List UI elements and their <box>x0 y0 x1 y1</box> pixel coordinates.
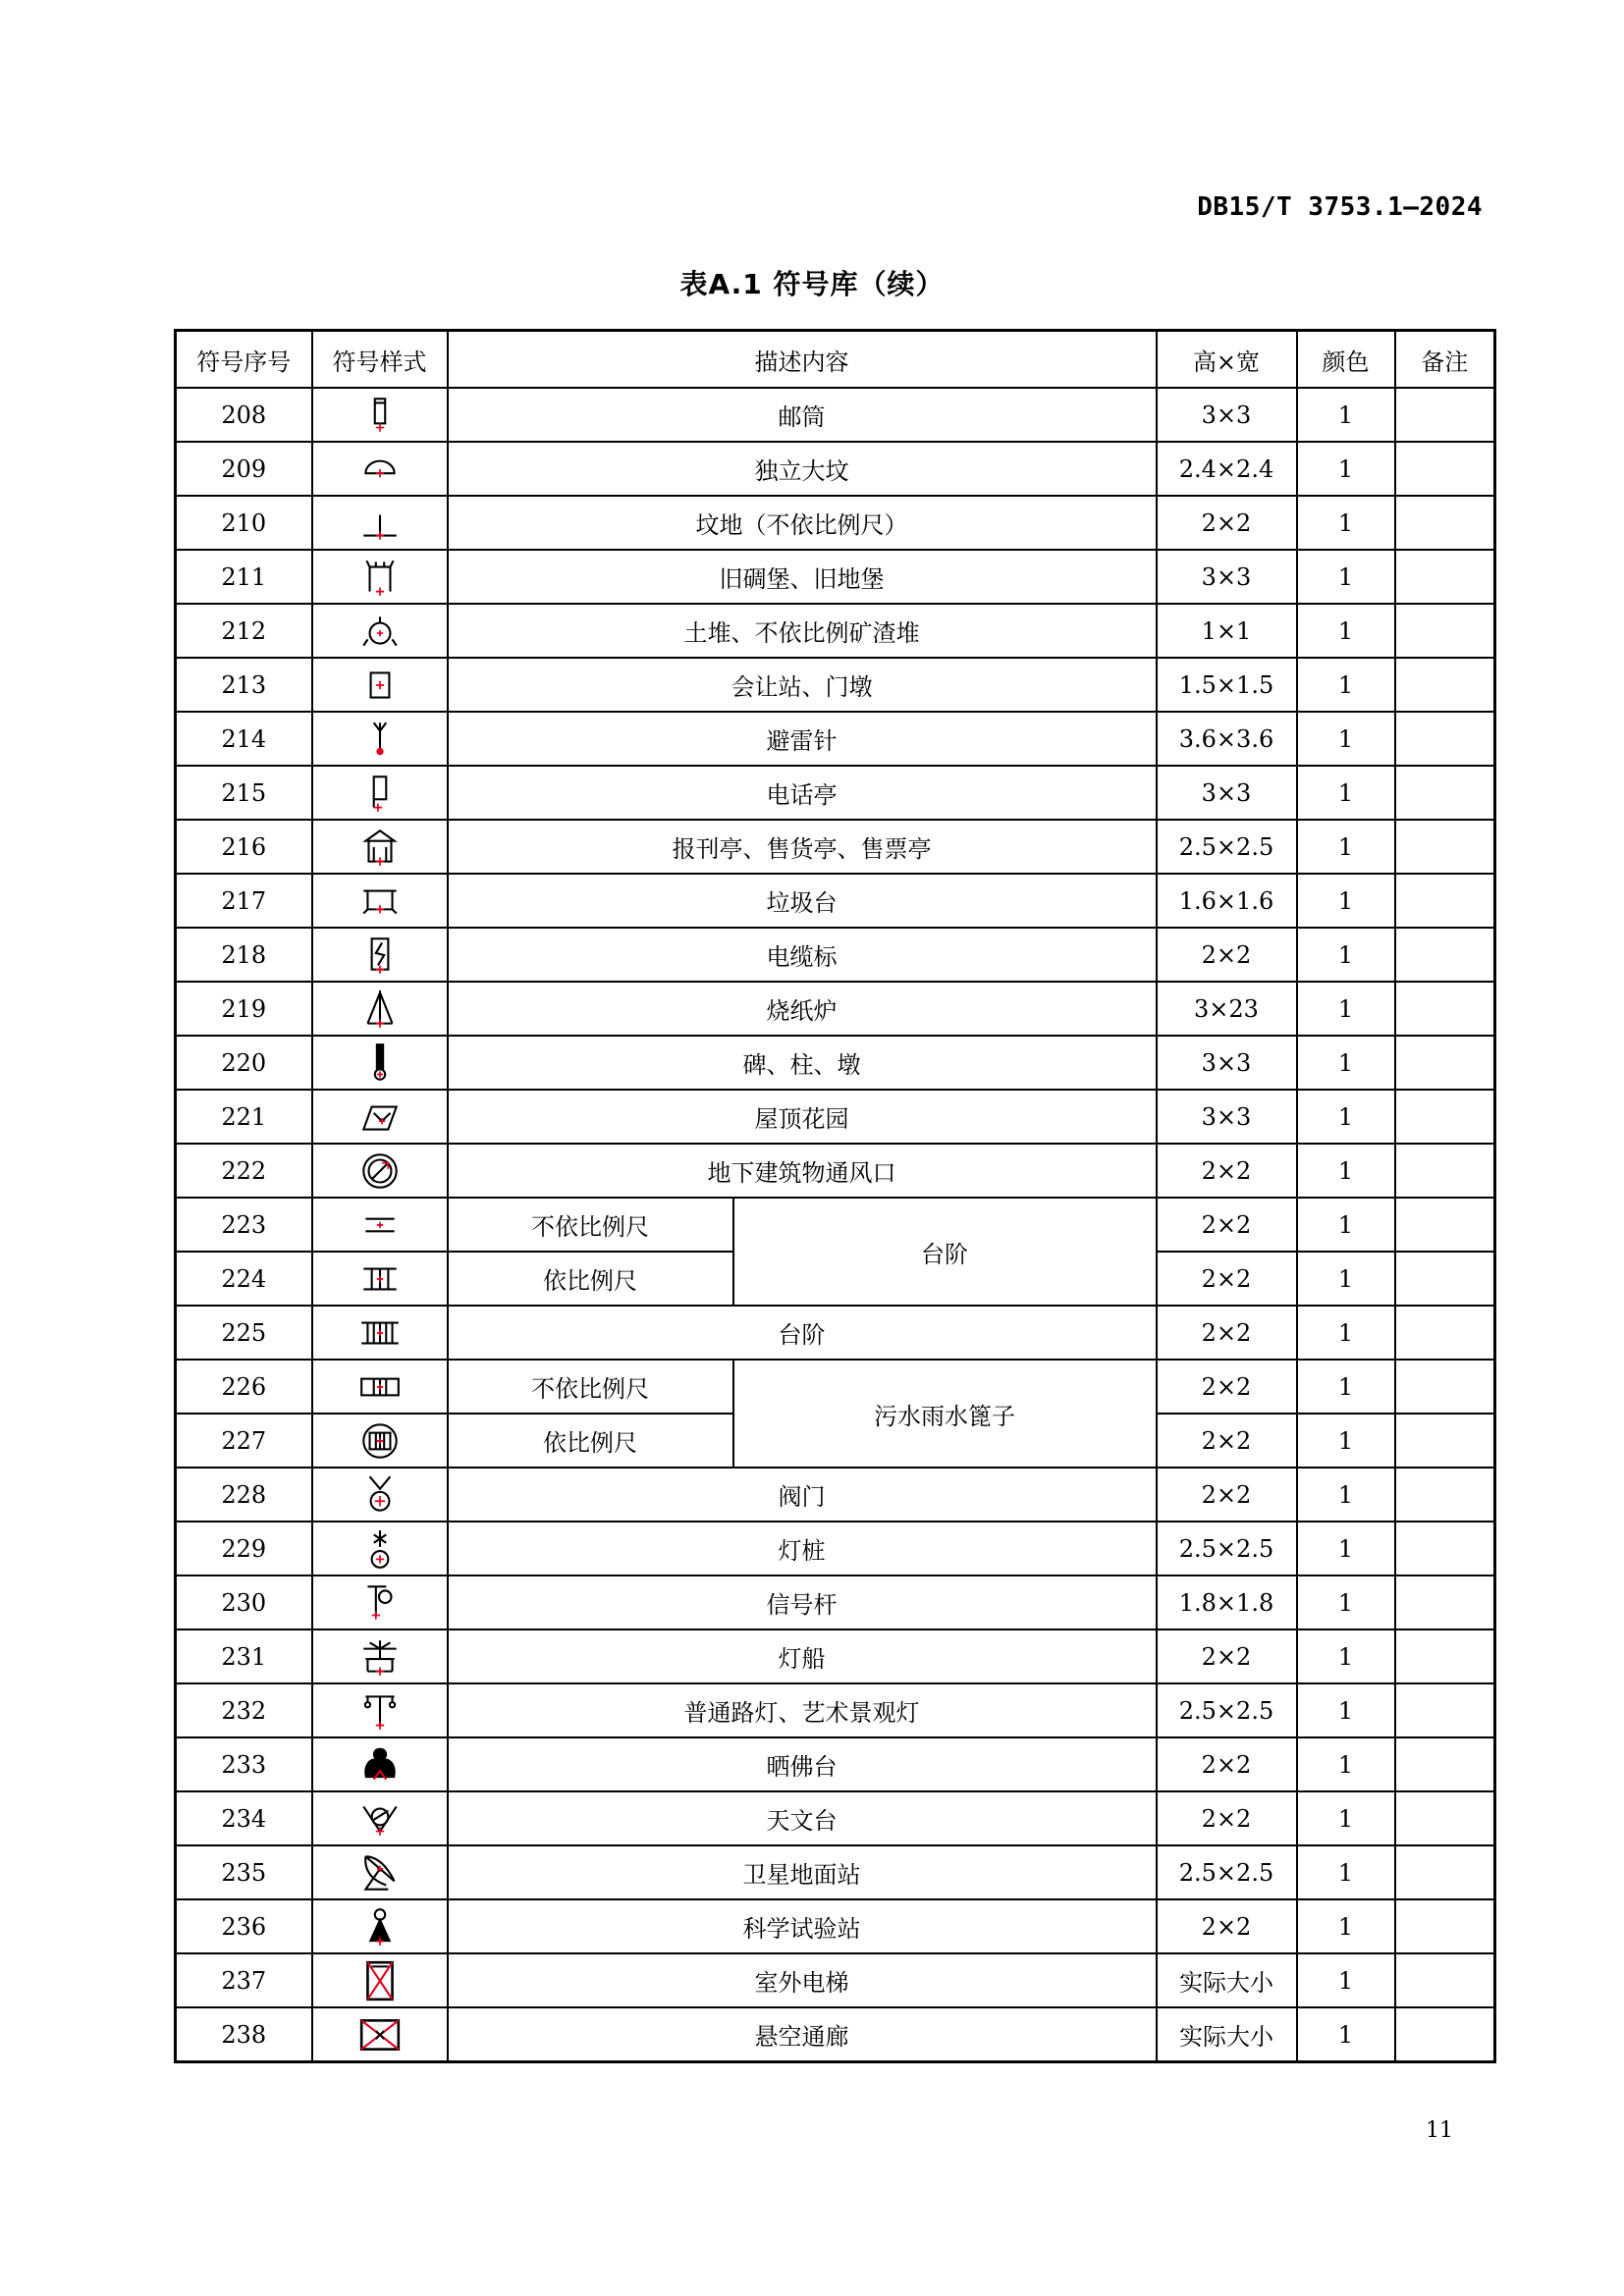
table-row <box>176 1575 1495 1629</box>
size-cell: 2×2 <box>1157 1737 1297 1791</box>
garbage-platform-icon <box>357 879 403 924</box>
table-row <box>176 1737 1495 1791</box>
color-cell: 1 <box>1297 1791 1395 1845</box>
symbol-style-cell <box>312 1360 448 1414</box>
symbol-number-cell: 221 <box>176 1090 312 1144</box>
symbol-style-cell <box>312 1468 448 1522</box>
color-cell: 1 <box>1297 1737 1395 1791</box>
table-row <box>176 1791 1495 1845</box>
size-cell: 2×2 <box>1157 1306 1297 1360</box>
note-cell <box>1395 1845 1495 1899</box>
outdoor-elevator-icon <box>357 1958 403 2003</box>
color-cell: 1 <box>1297 1414 1395 1468</box>
note-cell <box>1395 928 1495 982</box>
drain-round-icon <box>357 1418 403 1464</box>
note-cell <box>1395 1522 1495 1575</box>
symbol-number-cell: 237 <box>176 1953 312 2007</box>
size-cell: 3.6×3.6 <box>1157 712 1297 766</box>
symbol-number-cell: 216 <box>176 820 312 874</box>
color-cell: 1 <box>1297 982 1395 1036</box>
size-cell: 3×3 <box>1157 388 1297 442</box>
symbol-style-cell <box>312 2007 448 2062</box>
note-cell <box>1395 1575 1495 1629</box>
document-code: DB15/T 3753.1—2024 <box>1197 192 1483 222</box>
scale-type-cell: 不依比例尺 <box>448 1198 733 1252</box>
color-cell: 1 <box>1297 2007 1395 2062</box>
symbol-number-cell: 208 <box>176 388 312 442</box>
note-cell <box>1395 1629 1495 1683</box>
symbol-number-cell: 215 <box>176 766 312 820</box>
note-cell <box>1395 442 1495 496</box>
color-cell: 1 <box>1297 1360 1395 1414</box>
symbol-style-cell <box>312 1683 448 1737</box>
note-cell <box>1395 820 1495 874</box>
size-cell: 2.5×2.5 <box>1157 1845 1297 1899</box>
symbol-style-cell <box>312 1306 448 1360</box>
note-cell <box>1395 766 1495 820</box>
symbol-style-cell <box>312 982 448 1036</box>
table-row <box>176 550 1495 604</box>
vent-icon <box>357 1148 403 1194</box>
table-row <box>176 1683 1495 1737</box>
skyway-icon <box>357 2012 403 2057</box>
kiosk-icon <box>357 825 403 870</box>
symbol-number-cell: 220 <box>176 1036 312 1090</box>
description-cell: 室外电梯 <box>448 1953 1157 2007</box>
symbol-number-cell: 238 <box>176 2007 312 2062</box>
table-row <box>176 1306 1495 1360</box>
color-cell: 1 <box>1297 658 1395 712</box>
color-cell: 1 <box>1297 1953 1395 2007</box>
color-cell: 1 <box>1297 1198 1395 1252</box>
description-cell: 碑、柱、墩 <box>448 1036 1157 1090</box>
col-header-description: 描述内容 <box>448 331 1157 389</box>
size-cell: 2.5×2.5 <box>1157 1683 1297 1737</box>
paper-furnace-icon <box>357 987 403 1032</box>
size-cell: 2.5×2.5 <box>1157 820 1297 874</box>
description-cell: 悬空通廊 <box>448 2007 1157 2062</box>
size-cell: 2.4×2.4 <box>1157 442 1297 496</box>
symbol-number-cell: 228 <box>176 1468 312 1522</box>
table-row <box>176 1468 1495 1522</box>
drain-small-icon <box>357 1364 403 1410</box>
symbol-number-cell: 226 <box>176 1360 312 1414</box>
color-cell: 1 <box>1297 1468 1395 1522</box>
table-row <box>176 1090 1495 1144</box>
symbol-number-cell: 229 <box>176 1522 312 1575</box>
symbol-number-cell: 211 <box>176 550 312 604</box>
note-cell <box>1395 1252 1495 1306</box>
scale-type-cell: 依比例尺 <box>448 1414 733 1468</box>
symbol-style-cell <box>312 550 448 604</box>
description-cell: 灯船 <box>448 1629 1157 1683</box>
symbol-number-cell: 213 <box>176 658 312 712</box>
description-cell: 科学试验站 <box>448 1899 1157 1953</box>
description-cell: 电缆标 <box>448 928 1157 982</box>
symbol-style-cell <box>312 658 448 712</box>
page-number: 11 <box>1426 2118 1453 2143</box>
size-cell: 2×2 <box>1157 1144 1297 1198</box>
symbol-style-cell <box>312 1629 448 1683</box>
table-row <box>176 1845 1495 1899</box>
station-icon <box>357 663 403 708</box>
symbol-number-cell: 231 <box>176 1629 312 1683</box>
symbol-number-cell: 224 <box>176 1252 312 1306</box>
description-cell: 会让站、门墩 <box>448 658 1157 712</box>
observatory-icon <box>357 1796 403 1842</box>
symbol-number-cell: 230 <box>176 1575 312 1629</box>
size-cell: 实际大小 <box>1157 1953 1297 2007</box>
satellite-dish-icon <box>357 1850 403 1896</box>
symbol-style-cell <box>312 766 448 820</box>
step-small-icon <box>357 1202 403 1248</box>
size-cell: 1.6×1.6 <box>1157 874 1297 928</box>
note-cell <box>1395 604 1495 658</box>
symbol-number-cell: 227 <box>176 1414 312 1468</box>
table-row <box>176 982 1495 1036</box>
note-cell <box>1395 1360 1495 1414</box>
symbol-style-cell <box>312 928 448 982</box>
size-cell: 1.8×1.8 <box>1157 1575 1297 1629</box>
note-cell <box>1395 1468 1495 1522</box>
symbol-style-cell <box>312 442 448 496</box>
note-cell <box>1395 1306 1495 1360</box>
symbol-number-cell: 234 <box>176 1791 312 1845</box>
symbol-style-cell <box>312 1414 448 1468</box>
col-header-note: 备注 <box>1395 331 1495 389</box>
description-cell: 晒佛台 <box>448 1737 1157 1791</box>
note-cell <box>1395 550 1495 604</box>
symbol-number-cell: 218 <box>176 928 312 982</box>
monument-icon <box>357 1041 403 1086</box>
note-cell <box>1395 874 1495 928</box>
note-cell <box>1395 1683 1495 1737</box>
color-cell: 1 <box>1297 1522 1395 1575</box>
symbol-style-cell <box>312 1737 448 1791</box>
size-cell: 1×1 <box>1157 604 1297 658</box>
symbol-style-cell <box>312 1845 448 1899</box>
description-group-cell: 台阶 <box>733 1198 1157 1306</box>
description-cell: 烧纸炉 <box>448 982 1157 1036</box>
color-cell: 1 <box>1297 1090 1395 1144</box>
col-header-symbol: 符号样式 <box>312 331 448 389</box>
note-cell <box>1395 1899 1495 1953</box>
color-cell: 1 <box>1297 1036 1395 1090</box>
symbol-style-cell <box>312 1899 448 1953</box>
step-scaled-icon <box>357 1256 403 1302</box>
table-row <box>176 1036 1495 1090</box>
table-row <box>176 388 1495 442</box>
size-cell: 3×3 <box>1157 550 1297 604</box>
table-row <box>176 1360 1495 1414</box>
description-cell: 坟地（不依比例尺） <box>448 496 1157 550</box>
symbol-number-cell: 223 <box>176 1198 312 1252</box>
color-cell: 1 <box>1297 874 1395 928</box>
symbol-number-cell: 235 <box>176 1845 312 1899</box>
col-header-number: 符号序号 <box>176 331 312 389</box>
table-row <box>176 1629 1495 1683</box>
description-cell: 屋顶花园 <box>448 1090 1157 1144</box>
table-row <box>176 928 1495 982</box>
symbol-number-cell: 232 <box>176 1683 312 1737</box>
description-cell: 信号杆 <box>448 1575 1157 1629</box>
symbol-number-cell: 209 <box>176 442 312 496</box>
symbol-style-cell <box>312 496 448 550</box>
symbol-style-cell <box>312 1522 448 1575</box>
table-row <box>176 874 1495 928</box>
symbol-number-cell: 210 <box>176 496 312 550</box>
symbol-style-cell <box>312 1791 448 1845</box>
color-cell: 1 <box>1297 1306 1395 1360</box>
symbol-style-cell <box>312 820 448 874</box>
symbol-style-cell <box>312 1198 448 1252</box>
note-cell <box>1395 1791 1495 1845</box>
description-cell: 灯桩 <box>448 1522 1157 1575</box>
cemetery-icon <box>357 501 403 546</box>
table-row <box>176 712 1495 766</box>
color-cell: 1 <box>1297 442 1395 496</box>
scale-type-cell: 不依比例尺 <box>448 1360 733 1414</box>
size-cell: 2×2 <box>1157 1198 1297 1252</box>
description-cell: 旧碉堡、旧地堡 <box>448 550 1157 604</box>
symbol-style-cell <box>312 712 448 766</box>
color-cell: 1 <box>1297 1845 1395 1899</box>
blockhouse-icon <box>357 555 403 600</box>
size-cell: 3×23 <box>1157 982 1297 1036</box>
symbol-library-table <box>174 329 1496 2063</box>
table-title: 表A.1 符号库（续） <box>679 268 945 300</box>
size-cell: 3×3 <box>1157 766 1297 820</box>
research-station-icon <box>357 1904 403 1949</box>
table-row <box>176 1144 1495 1198</box>
table-row <box>176 1953 1495 2007</box>
symbol-style-cell <box>312 1036 448 1090</box>
table-row <box>176 820 1495 874</box>
lightning-rod-icon <box>357 717 403 762</box>
buddha-platform-icon <box>357 1742 403 1788</box>
symbol-style-cell <box>312 874 448 928</box>
color-cell: 1 <box>1297 1629 1395 1683</box>
light-ship-icon <box>357 1634 403 1680</box>
description-cell: 报刊亭、售货亭、售票亭 <box>448 820 1157 874</box>
mound-icon <box>357 609 403 654</box>
description-cell: 地下建筑物通风口 <box>448 1144 1157 1198</box>
size-cell: 2×2 <box>1157 1414 1297 1468</box>
size-cell: 2.5×2.5 <box>1157 1522 1297 1575</box>
roof-garden-icon <box>357 1095 403 1140</box>
table-row <box>176 604 1495 658</box>
symbol-number-cell: 219 <box>176 982 312 1036</box>
size-cell: 3×3 <box>1157 1090 1297 1144</box>
symbol-number-cell: 214 <box>176 712 312 766</box>
symbol-style-cell <box>312 604 448 658</box>
col-header-color: 颜色 <box>1297 331 1395 389</box>
note-cell <box>1395 1144 1495 1198</box>
symbol-number-cell: 236 <box>176 1899 312 1953</box>
col-header-size: 高×宽 <box>1157 331 1297 389</box>
description-cell: 普通路灯、艺术景观灯 <box>448 1683 1157 1737</box>
size-cell: 2×2 <box>1157 1360 1297 1414</box>
description-cell: 台阶 <box>448 1306 1157 1360</box>
color-cell: 1 <box>1297 928 1395 982</box>
note-cell <box>1395 1737 1495 1791</box>
size-cell: 实际大小 <box>1157 2007 1297 2062</box>
note-cell <box>1395 1090 1495 1144</box>
scale-type-cell: 依比例尺 <box>448 1252 733 1306</box>
symbol-style-cell <box>312 1144 448 1198</box>
size-cell: 3×3 <box>1157 1036 1297 1090</box>
table-header-row <box>176 331 1495 389</box>
table-row <box>176 1522 1495 1575</box>
color-cell: 1 <box>1297 1683 1395 1737</box>
note-cell <box>1395 1036 1495 1090</box>
signal-pole-icon <box>357 1580 403 1626</box>
note-cell <box>1395 388 1495 442</box>
description-cell: 阀门 <box>448 1468 1157 1522</box>
description-cell: 土堆、不依比例矿渣堆 <box>448 604 1157 658</box>
note-cell <box>1395 982 1495 1036</box>
size-cell: 2×2 <box>1157 496 1297 550</box>
table-row <box>176 1899 1495 1953</box>
size-cell: 2×2 <box>1157 1252 1297 1306</box>
symbol-number-cell: 225 <box>176 1306 312 1360</box>
color-cell: 1 <box>1297 550 1395 604</box>
description-cell: 邮筒 <box>448 388 1157 442</box>
color-cell: 1 <box>1297 1899 1395 1953</box>
light-post-icon <box>357 1526 403 1572</box>
note-cell <box>1395 712 1495 766</box>
size-cell: 2×2 <box>1157 1899 1297 1953</box>
size-cell: 2×2 <box>1157 1791 1297 1845</box>
symbol-style-cell <box>312 1090 448 1144</box>
color-cell: 1 <box>1297 604 1395 658</box>
size-cell: 2×2 <box>1157 1629 1297 1683</box>
symbol-style-cell <box>312 1575 448 1629</box>
description-cell: 垃圾台 <box>448 874 1157 928</box>
description-cell: 卫星地面站 <box>448 1845 1157 1899</box>
color-cell: 1 <box>1297 496 1395 550</box>
steps-icon <box>357 1310 403 1356</box>
symbol-number-cell: 233 <box>176 1737 312 1791</box>
description-cell: 天文台 <box>448 1791 1157 1845</box>
color-cell: 1 <box>1297 712 1395 766</box>
size-cell: 2×2 <box>1157 928 1297 982</box>
street-lamp-icon <box>357 1688 403 1734</box>
symbol-style-cell <box>312 1953 448 2007</box>
symbol-number-cell: 212 <box>176 604 312 658</box>
note-cell <box>1395 1198 1495 1252</box>
table-row <box>176 766 1495 820</box>
table-row <box>176 442 1495 496</box>
mailbox-icon <box>357 393 403 438</box>
symbol-number-cell: 217 <box>176 874 312 928</box>
symbol-style-cell <box>312 1252 448 1306</box>
symbol-style-cell <box>312 388 448 442</box>
color-cell: 1 <box>1297 388 1395 442</box>
phone-booth-icon <box>357 771 403 816</box>
cable-marker-icon <box>357 933 403 978</box>
description-group-cell: 污水雨水篦子 <box>733 1360 1157 1468</box>
description-cell: 避雷针 <box>448 712 1157 766</box>
table-row <box>176 496 1495 550</box>
table-row <box>176 658 1495 712</box>
table-row <box>176 2007 1495 2062</box>
size-cell: 2×2 <box>1157 1468 1297 1522</box>
grave-icon <box>357 447 403 492</box>
color-cell: 1 <box>1297 766 1395 820</box>
size-cell: 1.5×1.5 <box>1157 658 1297 712</box>
color-cell: 1 <box>1297 1144 1395 1198</box>
note-cell <box>1395 658 1495 712</box>
table-row <box>176 1198 1495 1252</box>
note-cell <box>1395 2007 1495 2062</box>
note-cell <box>1395 1953 1495 2007</box>
color-cell: 1 <box>1297 820 1395 874</box>
valve-icon <box>357 1472 403 1518</box>
description-cell: 独立大坟 <box>448 442 1157 496</box>
color-cell: 1 <box>1297 1575 1395 1629</box>
description-cell: 电话亭 <box>448 766 1157 820</box>
symbol-number-cell: 222 <box>176 1144 312 1198</box>
color-cell: 1 <box>1297 1252 1395 1306</box>
note-cell <box>1395 496 1495 550</box>
note-cell <box>1395 1414 1495 1468</box>
